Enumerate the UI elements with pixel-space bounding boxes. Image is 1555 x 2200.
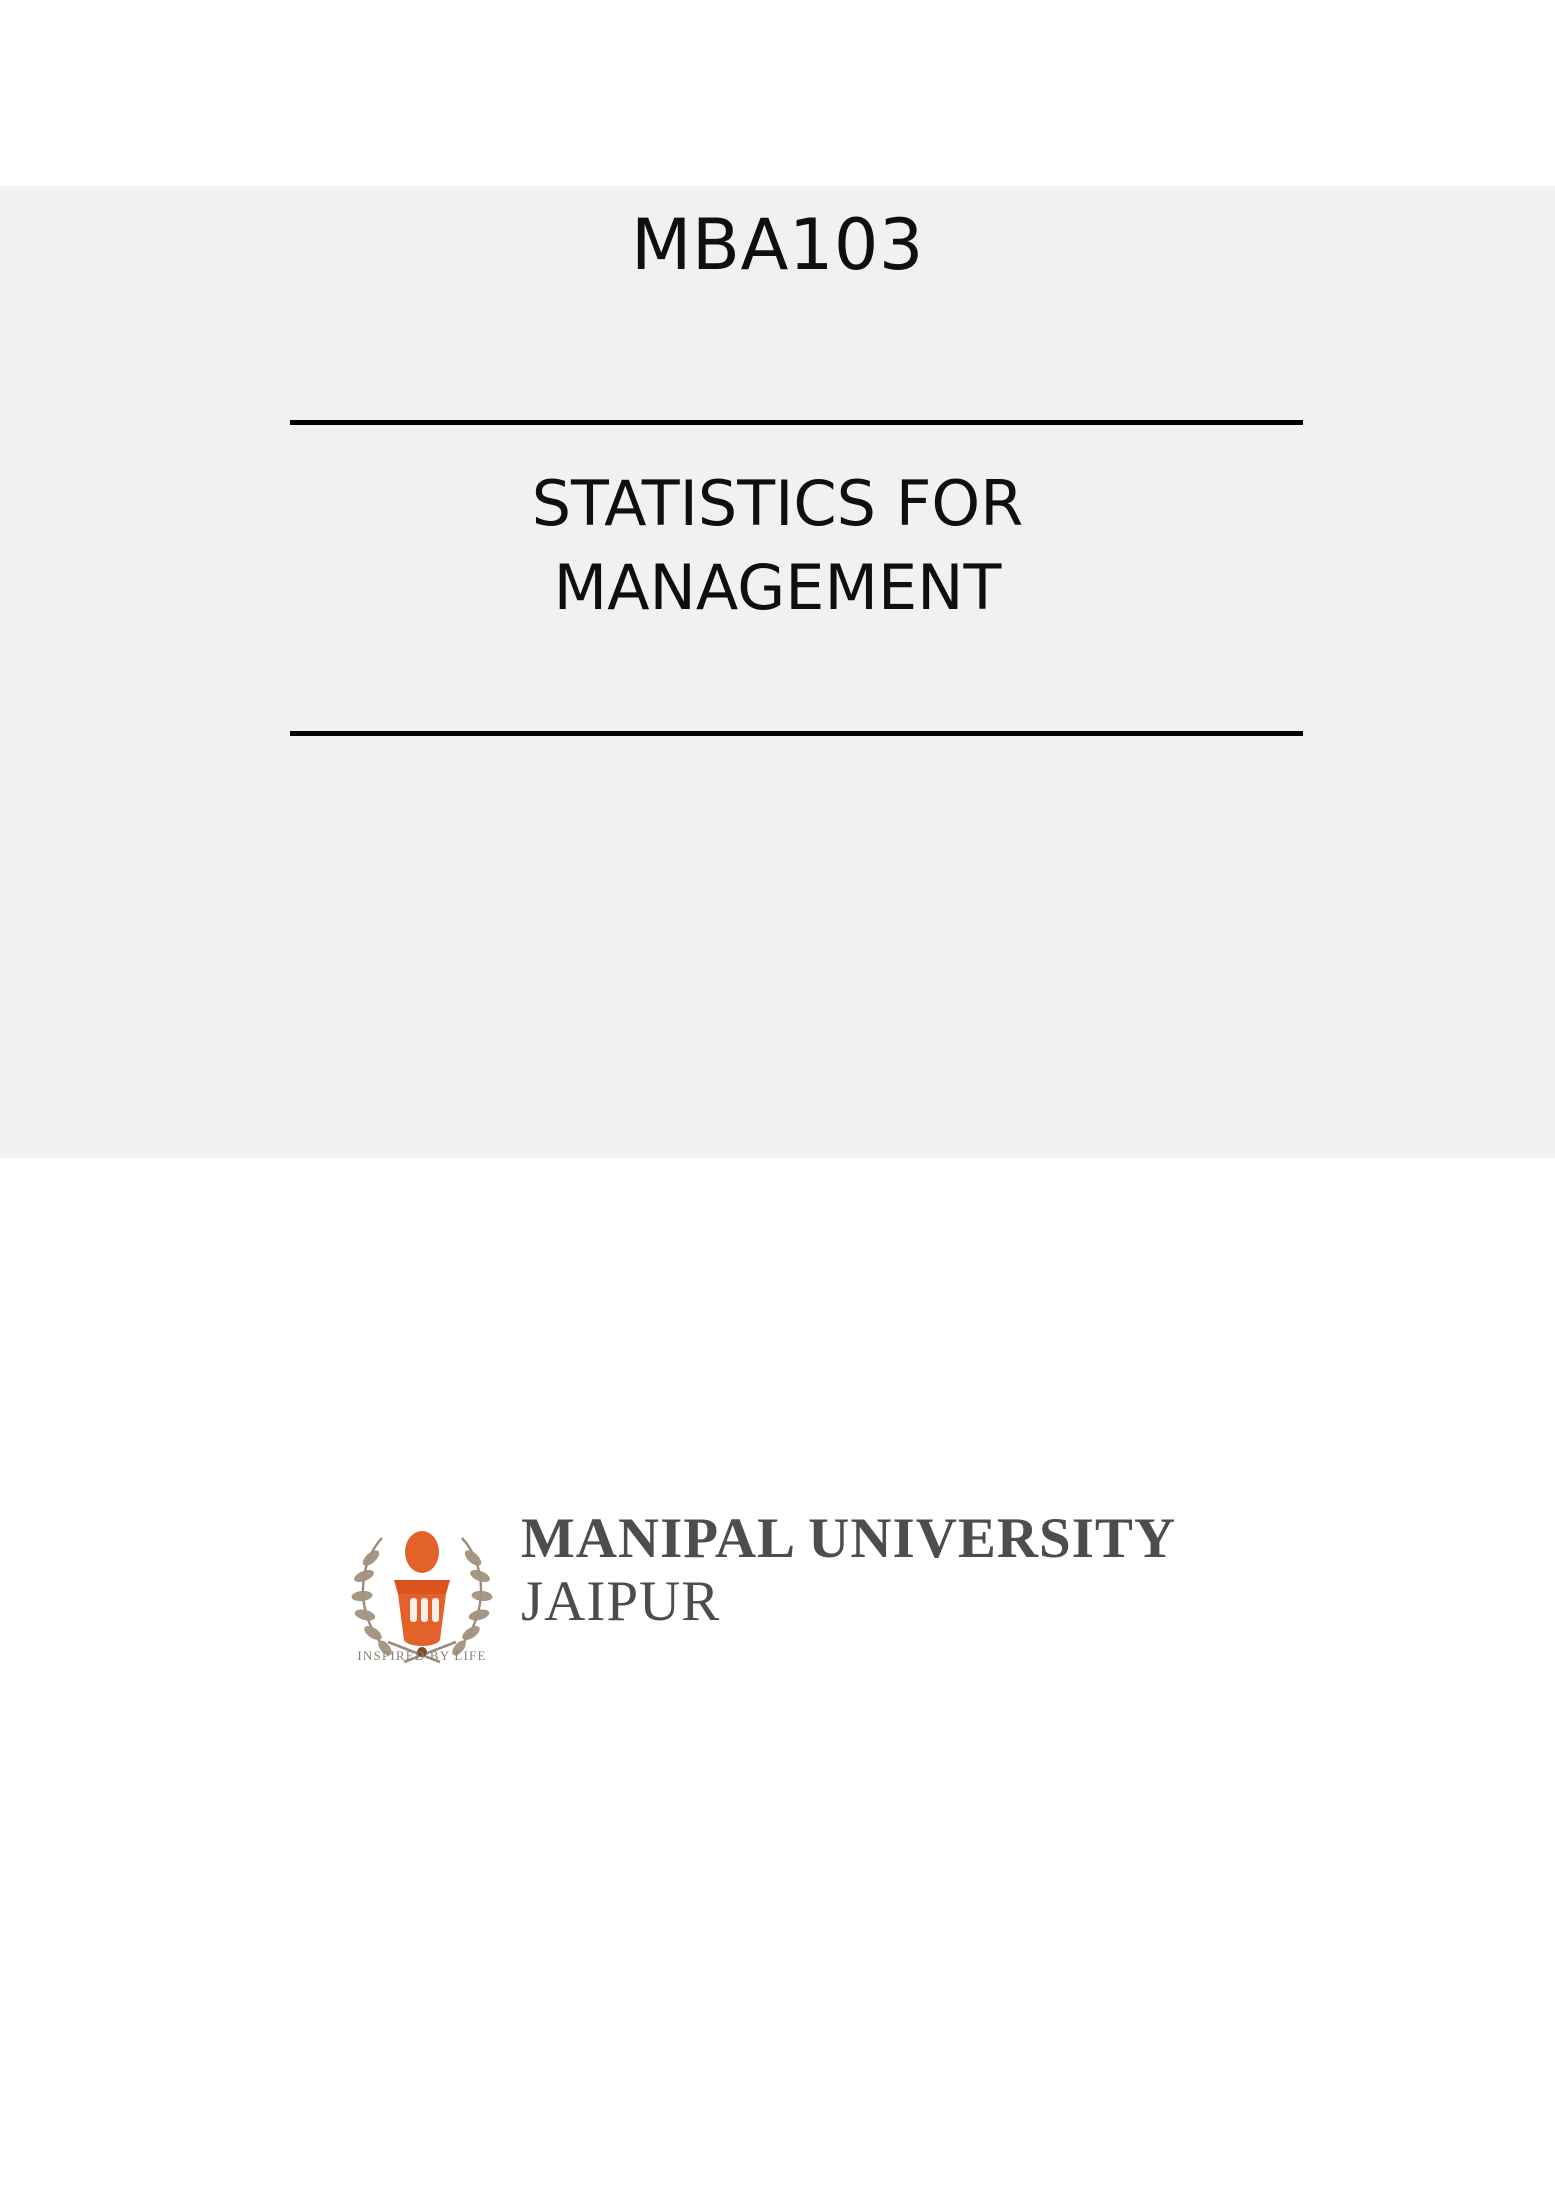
- logo-wordmark-line-2: JAIPUR: [521, 1569, 721, 1633]
- cover-banner: [0, 186, 1555, 1158]
- course-title: [0, 462, 1555, 629]
- course-title-line-1: STATISTICS FOR: [531, 467, 1024, 540]
- logo-wordmark: [521, 1508, 1211, 1633]
- course-title-line-2: MANAGEMENT: [553, 550, 1002, 624]
- logo-tagline: INSPIRED BY LIFE: [357, 1648, 487, 1663]
- university-logo: [336, 1500, 1216, 1680]
- divider-top: [290, 420, 1303, 425]
- course-code: MBA103: [631, 204, 924, 286]
- divider-bottom: [290, 731, 1303, 736]
- logo-wordmark-line-1: MANIPAL UNIVERSITY: [521, 1507, 1177, 1570]
